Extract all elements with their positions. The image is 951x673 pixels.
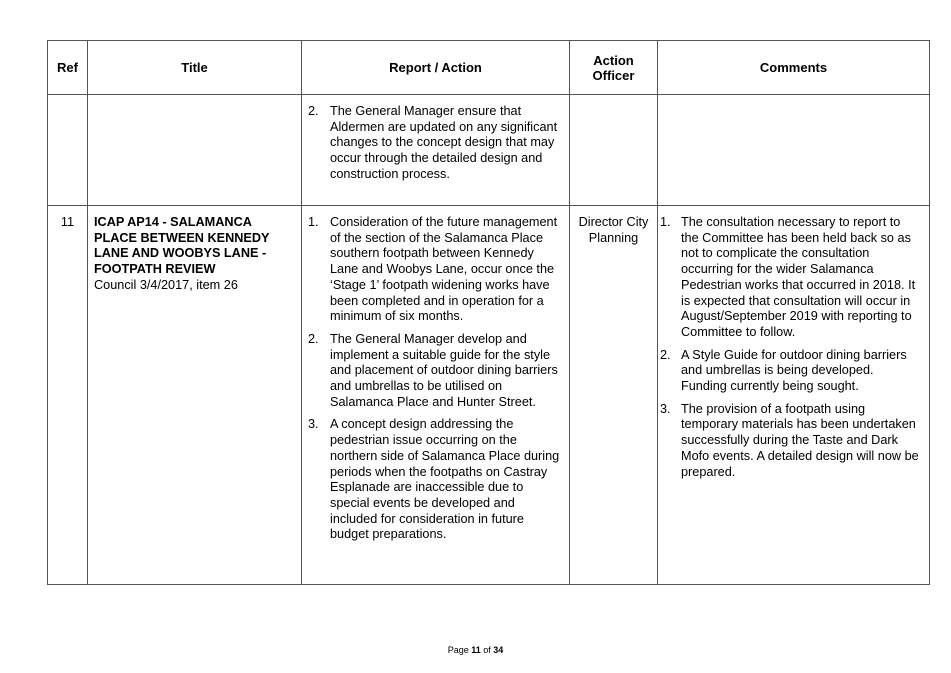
header-row	[48, 41, 930, 95]
page-label: Page	[447, 645, 469, 655]
header-action-officer	[570, 41, 658, 95]
item-council-reference: Council 3/4/2017, item 26	[94, 277, 238, 292]
comment-item-text: The provision of a footpath using temporary materials has been undertaken successfully during the Taste and Dark Mofo events. A detailed design will now be prepared.	[681, 401, 919, 479]
comment-item-text: A Style Guide for outdoor dining barriers and umbrellas is being developed. Funding currently being sought.	[681, 347, 907, 394]
title-cell	[88, 206, 302, 585]
header-report-action: Report / Action	[302, 41, 570, 95]
header-officer-line1: Action	[593, 52, 634, 68]
comment-item	[660, 215, 921, 341]
page-footer	[0, 645, 951, 655]
page-current: 11	[471, 645, 481, 655]
action-item-number: 2.	[308, 104, 319, 118]
page-total: 34	[493, 645, 504, 655]
action-item-text: The General Manager develop and implement a suitable guide for the style and placement of outdoor dining barriers and umbrellas to be utilised on Salamanca Place and Hunter Street.	[330, 331, 558, 409]
page-of: of	[483, 645, 491, 655]
comments-list	[658, 206, 929, 480]
action-item	[308, 332, 561, 411]
comment-item	[660, 348, 921, 395]
header-officer-line2: Officer	[592, 67, 635, 83]
comment-item	[660, 402, 921, 481]
continuation-ref-cell	[48, 95, 88, 206]
action-item-number: 2.	[308, 331, 319, 346]
continuation-row	[48, 95, 930, 206]
action-item	[308, 417, 561, 543]
action-item-text: A concept design addressing the pedestrian issue occurring on the northern side of Salamanca Place during periods when the footpaths on Castray Esplanade are inaccessible due to special events be developed and included for consideration in future budget preparations.	[330, 417, 560, 542]
action-list	[302, 206, 569, 543]
action-item	[308, 215, 561, 325]
action-item-text: The General Manager ensure that Aldermen are updated on any significant changes to the concept design that may occur through the detailed design and construction process.	[330, 104, 558, 181]
continuation-report-cell	[302, 95, 570, 206]
comments-cell	[658, 206, 930, 585]
action-officer-cell: Director City Planning	[570, 206, 658, 585]
continuation-action-list	[302, 95, 569, 183]
comment-item-text: The consultation necessary to report to the Committee has been held back so as not to complicate the consultation occurring for the wider Salamanca Pedestrian works that occurred in 2018. It is expected that consultation will occur in August/September 2019 with reporting to Committee to follow.	[681, 215, 916, 339]
item-title: ICAP AP14 - SALAMANCA PLACE BETWEEN KENNEDY LANE AND WOOBYS LANE - FOOTPATH REVIEW	[94, 215, 270, 277]
action-item-text: Consideration of the future management of the section of the Salamanca Place southern footpath between Kennedy Lane and Woobys Lane, occur once the ‘Stage 1’ footpath widening works have been completed and in operation for a minimum of six months.	[330, 215, 558, 324]
continuation-title-cell	[88, 95, 302, 206]
header-ref: Ref	[48, 41, 88, 95]
table-row-11	[48, 206, 930, 585]
ref-cell: 11	[48, 206, 88, 585]
action-item	[308, 104, 561, 183]
comment-item-number: 2.	[660, 347, 671, 362]
continuation-comments-cell	[658, 95, 930, 206]
continuation-officer-cell	[570, 95, 658, 206]
report-action-cell	[302, 206, 570, 585]
header-title: Title	[88, 41, 302, 95]
comment-item-number: 1.	[660, 215, 671, 229]
action-item-number: 1.	[308, 215, 319, 229]
header-comments: Comments	[658, 41, 930, 95]
action-item-number: 3.	[308, 417, 319, 432]
action-table	[47, 40, 930, 585]
comment-item-number: 3.	[660, 401, 671, 416]
